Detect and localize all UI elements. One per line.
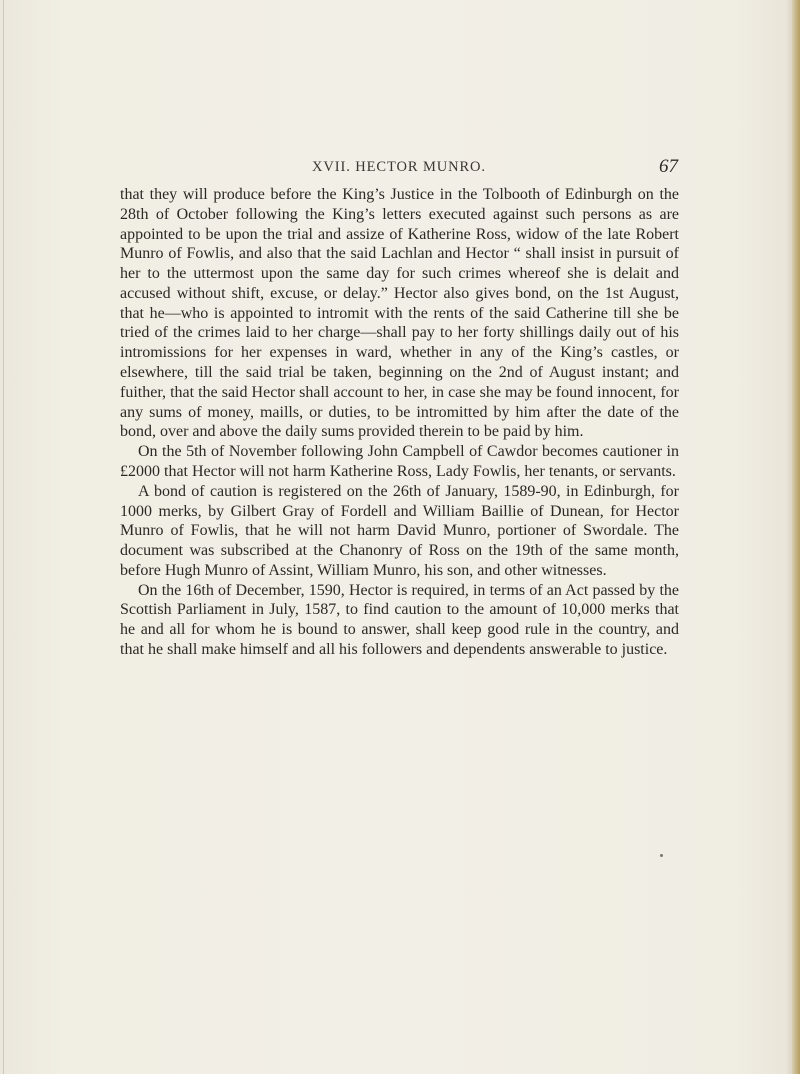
paragraph-1: that they will produce before the King’s Justice in the Tolbooth of Edinburgh on the 28th of October following the King’s letters executed against such persons as are appointed to be upon the trial and assize of Katherine Ross, widow of the late Robert Munro of Fowlis, and also that the said Lachlan and Hector “ shall insist in pursuit of her to the uttermost upon the same day for such crimes whereof she is delait and accused without shift, excuse, or delay.” Hector also gives bond, on the 1st August, that he—who is appointed to intromit with the rents of the said Catherine till she be tried of the crimes laid to her charge—shall pay to her forty shillings daily out of his intromissions for her expenses in ward, whether in any of the King’s castles, or elsewhere, till the said trial be taken, beginning on the 2nd of August instant; and fuither, that the said Hector shall account to her, in case she may be found innocent, for any sums of money, maills, or duties, to be intromitted by him after the date of the bond, over and above the daily sums provided therein to be paid by him. [120,186,679,441]
page-number: 67 [659,156,678,177]
paragraph-2: On the 5th of November following John Campbell of Cawdor becomes cautioner in £2000 that Hector will not harm Katherine Ross, Lady Fowlis, her tenants, or servants. [120,443,679,480]
page-right-edge [792,0,800,1074]
paragraph-4: On the 16th of December, 1590, Hector is required, in terms of an Act passed by the Scottish Parliament in July, 1587, to find caution to the amount of 10,000 merks that he and all for whom he is bound to answer, shall keep good rule in the country, and that he shall make himself and all his followers and dependents answerable to justice. [120,581,679,658]
paragraph-3: A bond of caution is registered on the 26th of January, 1589-90, in Edinburgh, for 1000 merks, by Gilbert Gray of Fordell and William Baillie of Dunean, for Hector Munro of Fowlis, that he will not harm David Munro, portioner of Swordale. The document was subscribed at the Chanonry of Ross on the 19th of the same month, before Hugh Munro of Assint, William Munro, his son, and other witnesses. [120,482,679,579]
running-head: XVII. HECTOR MUNRO. [312,159,486,175]
page-header [120,157,678,181]
body-text [120,185,679,660]
paper-speck [660,854,663,857]
page-left-edge [3,0,4,1074]
